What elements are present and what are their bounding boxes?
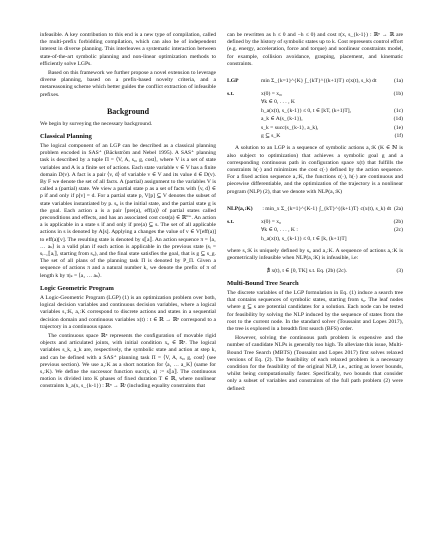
equation-row [227,107,403,115]
paragraph: We begin by surveying the necessary background. [40,120,153,127]
equation-number: (2b) [393,218,403,225]
equation-number: (1b) [393,91,403,98]
equation-body: ∀k ∈ 0, . . . , K [261,99,295,106]
equation-row [227,267,403,275]
equation-row [227,218,403,226]
equation-body: min_x Σ_{k=1}^{K-1} ∫_{kT}^{(k+1)T} c(x(t), s_k) dt [265,205,392,212]
paragraph: The logical component of an LGP can be described as a classical planning problem encoded in SAS⁺ (Bäckström and Nebel 1995). A SAS⁺ planning task is described by a tuple Π = ⟨V, A, s₀, g, cost⟩, where V is a set of state variables and A is a finite set of actions. Each state variable v ∈ V has a finite domain D(v). A fact is a pair ⟨v, d⟩ of variable v ∈ V and its value d ∈ D(v). By F we denote the set of all facts. A (partial) assignment to the variables V is called a (partial) state. We view a partial state p as a set of facts with ⟨v, d⟩ ∈ p if and only if p[v] = d. For a partial state p, V[p] ⊆ V denotes the subset of state variables instantiated by p. s₀ is the initial state, and the partial state g is the goal. Each action a is a pair ⟨pre(a), eff(a)⟩ of partial states called preconditions and effects, and has an associated cost cost(a) ∈ ℝ⁰⁺. An action a is applicable in a state s if and only if pre(a) ⊆ s. The set of all applicable actions in s is denoted by A[s]. Applying a changes the value of v ∈ V[eff(a)] to eff(a)[v]. The resulting state is denoted by s⟦a⟧. An action sequence π = ⟨a₁ … aₖ⟩ is a valid plan if each action is applicable in the previous state (sᵢ = sᵢ₋₁⟦aᵢ⟧, starting from s₀), and the final state satisfies the goal, that is g ⊆ s_g. The set of all plans of the planning task Π is denoted by P_Π. Given a sequence of actions π and a natural number k, we denote the prefix of π of length k by π|ₖ = ⟨a₁ … aₖ⟩. [40,143,216,279]
equation-body: g ⊆ s_K [261,133,281,140]
equation-lhs: : [262,205,264,212]
equation-label: LGP [227,77,239,84]
equation-number: (1c) [393,107,403,114]
equation-row [227,200,403,218]
equation-number: (3) [396,267,403,274]
subsection-heading-lgp: Logic Geometric Program [40,284,114,292]
equation-body: s_k = succ(s_{k-1}, a_k), [261,124,319,131]
equation-3 [227,267,403,275]
equation-body: ∄ x(t), t ∈ [0, TK] s.t. Eq. (2b) (2c). [267,267,347,274]
equation-number: (1f) [394,133,403,140]
paragraph: The continuous space ℝⁿ represents the configuration of movable rigid objects and articulated joints, with initial condition x₀ ∈ ℝⁿ. The logical variables s_k, a_k are, respectively, the symbolic state and action at step k, and can be defined with a SAS⁺ planning task Π = ⟨V, A, s₀, g, cost⟩ (see previous section). We use a₁:K as a short notation for ⟨a₁ … a_K⟩ (same for s₁:K). We define the successor function succ(s, a) := s⟦a⟧. The continuous motion is divided into K phases of fixed duration T ∈ ℝ, where nonlinear constraints h_a(x, s_{k-1}) : ℝⁿ → ℝʳ (including equality constraints that [40,332,216,390]
subsection-heading-mbts: Multi-Bound Tree Search [227,279,299,287]
equation-1-lgp [227,72,403,140]
paragraph: However, solving the continuous path problem is expensive and the number of candidate NLPs is generally too high. To alleviate this issue, Multi-Bound Tree Search (MBTS) (Toussaint and Lopes 2017) first solves relaxed versions of Eq. (2). The feasibility of each relaxed problem is a necessary condition for the feasibility of the original NLP, i.e., acting as lower bounds, whilst being computationally faster. Specifically, two bounds that consider only a subset of variables and constraints of the full path problem (2) were defined: [227,335,403,392]
paragraph: A Logic-Geometric Program (LGP) (1) is an optimization problem over both, logical decision variables and continuous decision variables, where a logical variables s₁:K, a₁:K correspond to discrete actions and states in a sequential decision domain and continuous variables x(t) : t ∈ ℝ → ℝⁿ correspond to a trajectory in a continuous space. [40,294,216,330]
section-heading-background: Background [106,106,150,116]
equation-row [227,132,403,140]
equation-row [227,98,403,106]
equation-lhs: s.t. [227,91,234,98]
equation-row [227,115,403,123]
right-column [227,32,403,395]
paragraph: can be rewritten as h ≤ 0 and −h ≤ 0) and cost r(x, s_{k-1}) : ℝⁿ → ℝ are defined by the history of symbolic states up to k. Cost represents control effort (e.g. energy, acceleration, force and torque) and nonlinear constraints model, for example, collision avoidance, grasping, placement, and kinematic constraints. [227,32,403,67]
equation-body: h_a(x(t), s_{k-1}) ≤ 0, t ∈ [kT, (k+1)T], [261,107,352,114]
paragraph: A solution to an LGP is a sequence of symbolic actions a₁:K (K ∈ ℕ is also subject to optimization) that achieves a symbolic goal g and a corresponding continuous path in configuration space x(t) that fulfills the constraints h(·) and minimizes the cost c(·) defined by the action sequence. For a fixed action sequence a₁:K, the functions c(·), h(·) are continuous and piecewise differentiable, and the optimization of the trajectory is a nonlinear program (NLP) (2), that we denote with NLP(a₁:K) [227,145,403,195]
subsection-heading-classical-planning: Classical Planning [40,133,92,141]
equation-number: (1d) [393,116,403,123]
left-column [40,32,216,393]
equation-body: h_a(x(t), s_{k-1}) ≤ 0, t ∈ [k, (k+1)T] [261,235,347,242]
equation-body: x(0) = x₀, [261,91,283,98]
equation-lhs: s.t. [227,218,234,225]
equation-row [227,90,403,98]
equation-lhs: min [261,77,270,84]
equation-number: (2c) [393,227,403,234]
paragraph: The discrete variables of the LGP formulation in Eq. (1) induce a search tree that contains sequences of symbolic states, starting from s₀. The leaf nodes where g ⊆ s are potential candidates for a solution. Each node can be tested for feasibility by solving the NLP induced by the sequence of states from the root to the current node. In the standard solver (Toussaint and Lopes 2017), the tree is explored in a breadth first search (BFS) order. [227,289,403,332]
equation-number: (1a) [393,77,403,84]
equation-number: (2a) [393,205,403,212]
equation-body: Σ_{k=1}^{K} ∫_{kT}^{(k+1)T} c(x(t), s_k) dt [271,77,377,84]
paragraph: Based on this framework we further propose a novel extension to leverage diverse planning, based on a prefix-based novelty criteria, and a metareasoning scheme which better guides the conflict extraction of infeasible prefixes. [40,70,216,98]
equation-body: ∀k ∈ 0, . . . , K : [261,227,298,234]
equation-row [227,235,403,243]
equation-body: a_k ∈ A(s_{k-1}), [261,116,303,123]
equation-row [227,72,403,90]
paragraph: where s₁:K is uniquely defined by s₀ and a₁:K. A sequence of actions a₁:K is geometrically infeasible when NLP(a₁:K) is infeasible, i.e: [227,248,403,262]
equation-number: (1e) [393,124,403,131]
equation-row [227,124,403,132]
equation-body: x(0) = x₀ [261,218,282,225]
equation-label: NLP(a₁:K) [227,205,253,212]
equation-row [227,226,403,234]
paragraph: infeasible. A key contribution to this end is a new type of compilation, called the multi-prefix forbidding compilation, which can also be of independent interest in diverse planning. This interleaves a systematic interaction between state-of-the-art symbolic planning and non-linear optimization methods to efficiently solve LGPs. [40,32,216,67]
equation-2-nlp [227,200,403,243]
